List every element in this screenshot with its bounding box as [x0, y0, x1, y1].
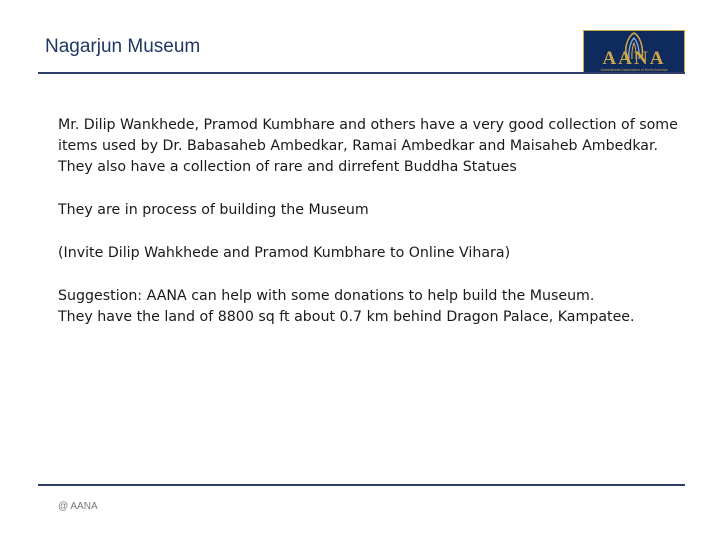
- paragraph-line: Suggestion: AANA can help with some donations to help build the Museum.: [58, 288, 595, 304]
- paragraph-line: Mr. Dilip Wankhede, Pramod Kumbhare and others have a very good collection of some items used by Dr. Babasaheb Ambedkar, Ramai Ambedkar and Maisaheb Ambedkar.: [58, 117, 678, 154]
- footer-divider: [38, 484, 685, 486]
- footer-text: @ AANA: [58, 501, 98, 512]
- paragraph-line: (Invite Dilip Wahkhede and Pramod Kumbhare to Online Vihara): [58, 245, 511, 261]
- slide-title: Nagarjun Museum: [45, 36, 201, 57]
- paragraph-line: They are in process of building the Museum: [58, 202, 369, 218]
- logo-tagline: Ambedkarite Association of North America: [600, 68, 668, 72]
- title-divider: [38, 72, 685, 74]
- paragraph-museum-status: [58, 200, 678, 221]
- aana-logo: [583, 30, 685, 74]
- slide-body: [58, 115, 678, 328]
- paragraph-line: They also have a collection of rare and dirrefent Buddha Statues: [58, 159, 517, 175]
- paragraph-invite: [58, 243, 678, 264]
- logo-wordmark: AANA: [602, 48, 666, 69]
- paragraph-suggestion: [58, 286, 678, 328]
- paragraph-collection: [58, 115, 678, 178]
- paragraph-line: They have the land of 8800 sq ft about 0.7 km behind Dragon Palace, Kampatee.: [58, 309, 635, 325]
